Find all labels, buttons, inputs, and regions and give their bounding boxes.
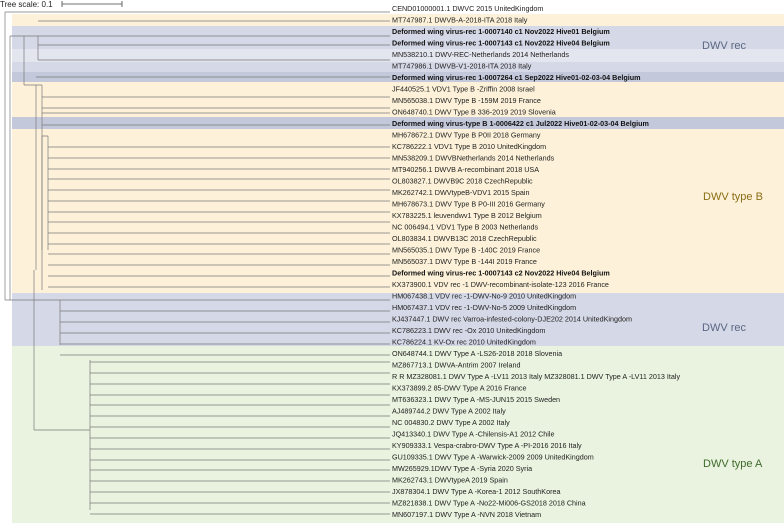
leaf-label: MK262742.1 DWVtypeB-VDV1 2015 Spain [392, 188, 530, 197]
leaf-label: JQ413340.1 DWV Type A -Chilensis-A1 2012 Chile [392, 429, 555, 439]
leaf-label: MN565035.1 DWV Type B -140C 2019 France [392, 245, 541, 255]
leaf-label: ON648744.1 DWV Type A -LS26-2018 2018 Slovenia [392, 349, 563, 358]
leaf-label: KC786223.1 DWV rec -Ox 2010 UnitedKingdom [392, 326, 546, 335]
leaf-label: KX373899.2 85-DWV Type A 2016 France [392, 383, 527, 393]
leaf-label: MH678673.1 DWV Type B P0-III 2016 Germany [392, 199, 545, 209]
group-label-dwv-rec-top: DWV rec [702, 40, 746, 52]
leaf-label: JX878304.1 DWV Type A -Korea-1 2012 SouthKorea [392, 487, 561, 496]
leaf-label: Deformed wing virus-type B 1-0006422 c1 Jul2022 Hive01-02-03-04 Belgium [392, 119, 649, 128]
leaf-label: Deformed wing virus-rec 1-0007143 c2 Nov2022 Hive04 Belgium [392, 268, 610, 278]
leaf-label: GU109335.1 DWV Type A -Warwick-2009 2009 UnitedKingdom [392, 452, 594, 462]
leaf-label: MN565037.1 DWV Type B -144I 2019 France [392, 257, 537, 266]
leaf-label: MT747986.1 DWVB-V1-2018-ITA 2018 Italy [392, 61, 532, 71]
leaf-label: MN538210.1 DWV-REC-Netherlands 2014 Netherlands [392, 50, 569, 59]
leaf-label: MT636323.1 DWV Type A -MS-JUN15 2015 Sweden [392, 395, 561, 404]
group-label-dwv-type-b: DWV type B [703, 191, 763, 203]
tree-scale-label: Tree scale: 0.1 [0, 0, 53, 9]
leaf-label: JF440525.1 VDV1 Type B -Zriffin 2008 Israel [392, 84, 535, 94]
leaf-label: NC 004830.2 DWV Type A 2002 Italy [392, 418, 510, 427]
leaf-label: KY909333.1 Vespa-crabro-DWV Type A -PI-2016 2016 Italy [392, 441, 582, 450]
leaf-label: Deformed wing virus-rec 1-0007264 c1 Sep2022 Hive01-02-03-04 Belgium [392, 73, 641, 82]
leaf-label: MT940256.1 DWVB A-recombinant 2018 USA [392, 165, 540, 174]
leaf-label: Deformed wing virus-rec 1-0007140 c1 Nov2022 Hive01 Belgium [392, 27, 610, 36]
leaf-label: KC786222.1 VDV1 Type B 2010 UnitedKingdom [392, 142, 547, 151]
leaf-label: MN538209.1 DWVBNetherlands 2014 Netherlands [392, 153, 555, 163]
group-label-dwv-type-a: DWV type A [703, 458, 763, 470]
leaf-label: ON648740.1 DWV Type B 336-2019 2019 Slovenia [392, 107, 556, 117]
leaf-label: MZ821838.1 DWV Type A -No22-Mi006-GS2018 2018 China [392, 498, 586, 508]
leaf-label: MN607197.1 DWV Type A -NVN 2018 Vietnam [392, 510, 542, 519]
leaf-label: AJ489744.2 DWV Type A 2002 Italy [392, 406, 506, 416]
leaf-label: HM067438.1 VDV rec -1-DWV-No-9 2010 UnitedKingdom [392, 291, 577, 301]
leaf-label: MW265929.1DWV Type A -Syria 2020 Syria [392, 464, 533, 473]
tree-scale [0, 0, 122, 9]
leaf-label: OL803834.1 DWVB13C 2018 CzechRepublic [392, 234, 537, 243]
leaf-label: KJ437447.1 DWV rec Varroa-infested-colony-DJE202 2014 UnitedKingdom [392, 314, 632, 324]
leaf-label: MK262743.1 DWVtypeA 2019 Spain [392, 475, 508, 485]
leaf-label: MN565038.1 DWV Type B -159M 2019 France [392, 96, 541, 105]
leaf-label: KX373900.1 VDV rec -1 DWV-recombinant-isolate-123 2016 France [392, 280, 609, 289]
leaf-label: HM067437.1 VDV rec -1-DWV-No-5 2009 UnitedKingdom [392, 303, 577, 312]
leaf-label: Deformed wing virus-rec 1-0007143 c1 Nov2022 Hive04 Belgium [392, 38, 610, 48]
leaf-label: KX783225.1 leuvendwv1 Type B 2012 Belgium [392, 211, 542, 220]
leaf-label: CEND01000001.1 DWVC 2015 UnitedKingdom [392, 4, 544, 13]
leaf-label: MT747987.1 DWVB-A-2018-ITA 2018 Italy [392, 15, 528, 25]
group-label-dwv-rec-bottom: DWV rec [702, 322, 746, 334]
leaf-label: NC 006494.1 VDV1 Type B 2003 Netherlands [392, 222, 539, 232]
leaf-label: MZ867713.1 DWVA-Antrim 2007 Ireland [392, 360, 521, 370]
leaf-label: R R MZ328081.1 DWV Type A -LV11 2013 Italy MZ328081.1 DWV Type A -LV11 2013 Italy [392, 372, 681, 381]
leaf-label: OL803827.1 DWVB9C 2018 CzechRepublic [392, 176, 533, 186]
leaf-label: KC786224.1 KV-Ox rec 2010 UnitedKingdom [392, 337, 536, 347]
leaf-label: MH678672.1 DWV Type B P0II 2018 Germany [392, 130, 541, 140]
